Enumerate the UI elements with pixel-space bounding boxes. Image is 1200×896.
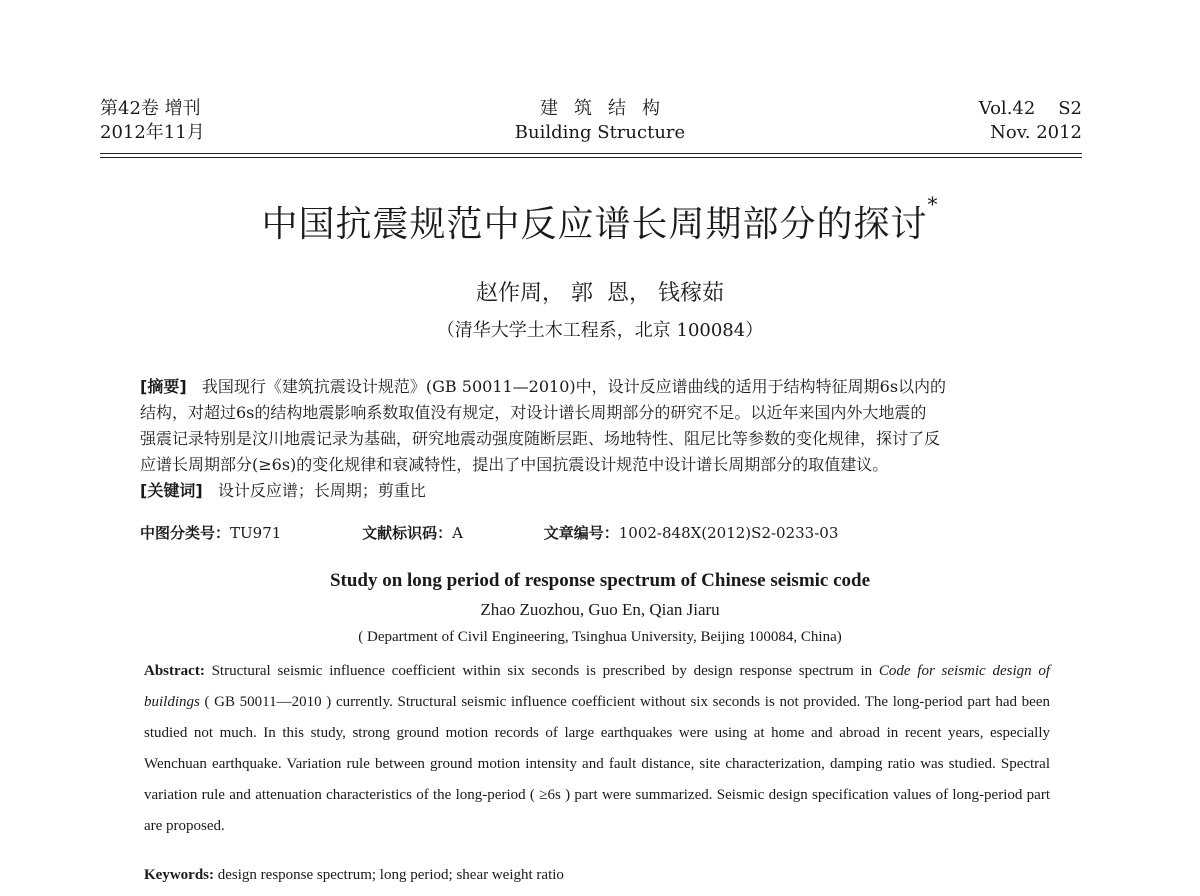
abstract-cn-line: 结构，对超过6s的结构地震影响系数取值没有规定，对设计谱长周期部分的研究不足。以近年来国内外大地震的 [140,403,927,422]
english-keywords-label: Keywords: [144,867,214,883]
abstract-cn-line [140,374,1055,400]
volume-en: Vol.42 S2 [978,98,1082,119]
abstract-cn-line: 强震记录特别是汶川地震记录为基础，研究地震动强度随断层距、场地特性、阻尼比等参数的变化规律，探讨了反 [140,429,941,448]
author-list: 赵作周， 郭 恩， 钱稼茹 [476,281,724,306]
clc-number [140,524,319,542]
english-title: Study on long period of response spectrum of Chinese seismic code [329,570,871,591]
article-value: 1002-848X(2012)S2-0233-03 [618,524,839,542]
journal-name [460,97,740,145]
header-rule-bottom [100,157,1082,158]
keywords-cn [140,478,1055,504]
journal-issue [100,97,205,145]
title-footnote-mark: * [927,192,939,216]
article-number [544,524,877,542]
clc-label: 中图分类号： [140,524,231,542]
classification-line [140,522,1055,543]
date-en: Nov. 2012 [990,122,1082,143]
paper-title-text: 中国抗震规范中反应谱长周期部分的探讨 [261,204,928,245]
english-keywords [144,867,1050,884]
article-label: 文章编号： [543,524,619,542]
publication-date: 2012年11月 [100,122,205,143]
header-rule-top [100,153,1082,154]
english-abstract-label: Abstract: [144,663,205,679]
abstract-cn [140,374,1055,504]
volume-issue: 第42卷 增刊 [100,98,201,119]
english-keywords-text: design response spectrum; long period; shear weight ratio [217,867,564,883]
abstract-cn-label: [摘要] [140,377,187,396]
journal-volume-en [979,97,1082,145]
english-abstract-text-1: Structural seismic influence coefficient within six seconds is prescribed by design response spectrum in [211,663,873,679]
paper-title [0,192,1200,247]
doc-label: 文献标识码： [362,524,453,542]
journal-name-cn: 建筑结构 [540,98,676,119]
abstract-cn-line: 应谱长周期部分(≥6s)的变化规律和衰减特性，提出了中国抗震设计规范中设计谱长周期部分的取值建议。 [140,455,889,474]
english-abstract-text-2: ( GB 50011—2010 ) currently. Structural seismic influence coefficient without six seconds is not provided. The long-period part had been studied not much. In this study, strong ground motion records of large earthquakes were using at home and abroad in recent years, especially Wenchuan earthquake. Variation rule between ground motion intensity and fault distance, site characterization, damping ratio was studied. Spectral variation rule and attenuation characteristics of the long-period ( ≥6s ) part were summarized. Seismic design specification values of long-period part are proposed. [144,694,1051,834]
code-reference: Code for seismic design of buildings [144,663,1051,710]
journal-name-en: Building Structure [514,122,686,143]
english-abstract [144,656,1050,842]
doc-value: A [452,524,463,542]
keywords-cn-text: 设计反应谱；长周期；剪重比 [217,481,426,500]
english-affiliation: ( Department of Civil Engineering, Tsinghua University, Beijing 100084, China) [358,629,842,645]
affiliation: （清华大学土木工程系，北京 100084） [436,320,764,341]
document-code [362,524,501,542]
clc-value: TU971 [230,524,282,542]
abstract-cn-text: 我国现行《建筑抗震设计规范》(GB 50011—2010)中，设计反应谱曲线的适用于结构特征周期6s以内的 [201,377,947,396]
keywords-cn-label: [关键词] [140,481,203,500]
english-authors: Zhao Zuozhou, Guo En, Qian Jiaru [480,600,720,619]
